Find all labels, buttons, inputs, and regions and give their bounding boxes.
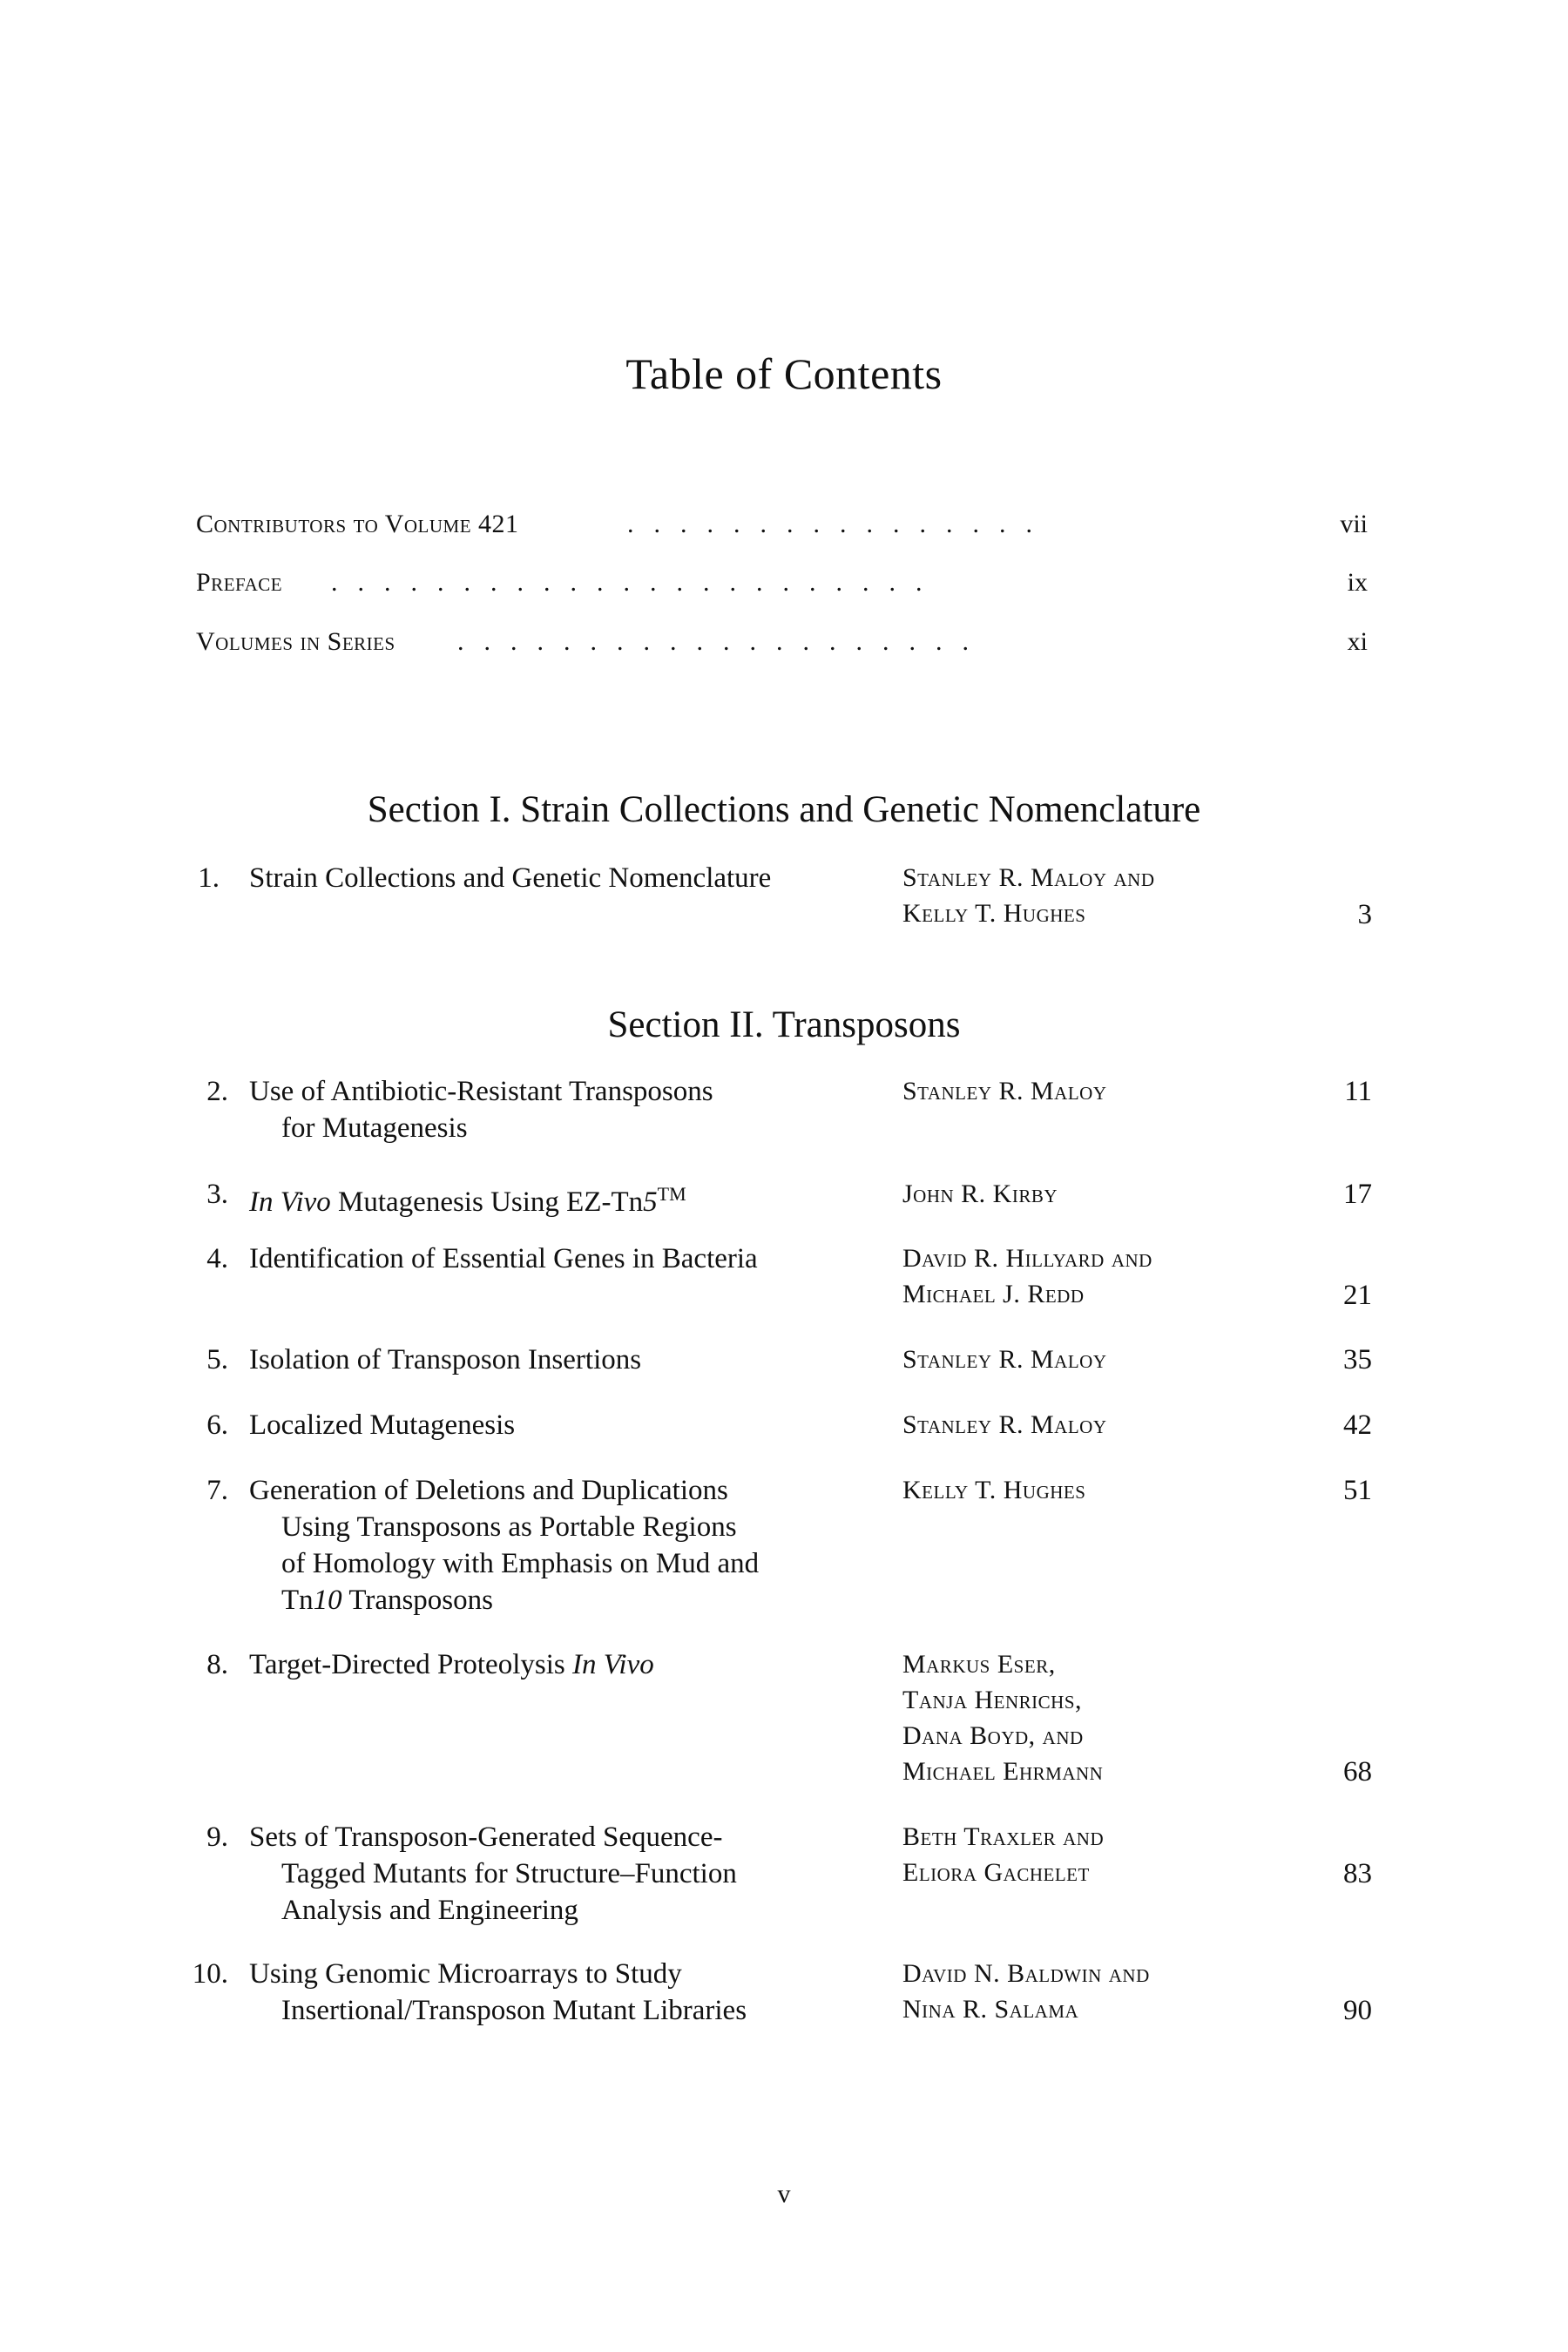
front-matter-page: vii (1340, 510, 1368, 538)
chapter-number: 3. (206, 1179, 228, 1210)
chapter-authors: David N. Baldwin and Nina R. Salama (902, 1959, 1150, 2024)
chapter-title: Identification of Essential Genes in Bacteria (249, 1243, 758, 1274)
section-heading: Section I. Strain Collections and Genetic Nomenclature (367, 789, 1201, 830)
chapter-page: 90 (1343, 1995, 1372, 2026)
chapter-page: 11 (1344, 1076, 1372, 1107)
chapter-number: 2. (206, 1076, 228, 1107)
chapter-page: 17 (1343, 1179, 1372, 1210)
chapter-page: 3 (1357, 899, 1372, 930)
dot-leader: .................... (457, 627, 989, 656)
dot-leader: ................ (627, 510, 1052, 538)
chapter-title: Using Genomic Microarrays to Study Insertional/Transposon Mutant Libraries (249, 1958, 747, 2026)
chapter-authors: Stanley R. Maloy (902, 1077, 1107, 1105)
chapter-authors: Stanley R. Maloy (902, 1410, 1107, 1439)
front-matter-label: Volumes in Series (196, 627, 395, 656)
page-number: v (777, 2180, 791, 2208)
front-matter-page: ix (1347, 568, 1368, 597)
chapter-title (249, 1176, 876, 1220)
chapter-title: Strain Collections and Genetic Nomenclature (249, 862, 772, 894)
chapter-number: 7. (206, 1475, 228, 1506)
chapter-authors: Kelly T. Hughes (902, 1476, 1086, 1504)
chapter-number: 5. (206, 1344, 228, 1375)
page-title: Table of Contents (625, 349, 943, 398)
chapter-page: 51 (1343, 1475, 1372, 1506)
front-matter-label: Preface (196, 568, 283, 597)
chapter-number: 10. (192, 1958, 228, 1990)
front-matter-label: Contributors to Volume 421 (196, 510, 519, 538)
front-matter-volumes (196, 627, 1368, 671)
chapter-title: Isolation of Transposon Insertions (249, 1344, 642, 1375)
front-matter-page: xi (1347, 627, 1368, 656)
chapter-title: Generation of Deletions and Duplications Using Transposons as Portable Regions of Homology with Emphasis on Mud and Tn10 Transposons (249, 1472, 876, 1619)
section-heading: Section II. Transposons (607, 1004, 961, 1045)
chapter-page: 21 (1343, 1280, 1372, 1311)
chapter-number: 4. (206, 1243, 228, 1274)
chapter-number: 9. (206, 1821, 228, 1853)
chapter-authors: John R. Kirby (902, 1179, 1058, 1208)
chapter-authors: Stanley R. Maloy and Kelly T. Hughes (902, 863, 1155, 928)
chapter-title (249, 1646, 876, 1683)
chapter-number: 8. (206, 1649, 228, 1680)
chapter-page: 68 (1343, 1756, 1372, 1788)
chapter-page: 42 (1343, 1409, 1372, 1441)
chapter-title: Use of Antibiotic-Resistant Transposons for Mutagenesis (249, 1076, 713, 1144)
dot-leader: ....................... (331, 568, 943, 597)
chapter-page: 83 (1343, 1858, 1372, 1889)
chapter-authors: Markus Eser, Tanja Henrichs, Dana Boyd, and Michael Ehrmann (902, 1650, 1104, 1786)
chapter-authors: Beth Traxler and Eliora Gachelet (902, 1822, 1105, 1887)
chapter-authors: David R. Hillyard and Michael J. Redd (902, 1244, 1152, 1308)
front-matter-preface (196, 568, 1368, 612)
chapter-authors: Stanley R. Maloy (902, 1345, 1107, 1374)
chapter-number: 1. (198, 862, 220, 894)
chapter-number: 6. (206, 1409, 228, 1441)
front-matter-contributors (196, 510, 1368, 553)
chapter-title: Localized Mutagenesis (249, 1409, 516, 1441)
chapter-page: 35 (1343, 1344, 1372, 1375)
chapter-title-rich-invivo: Target-Directed Proteolysis In Vivo (249, 1649, 654, 1680)
chapter-title: Sets of Transposon-Generated Sequence- Tagged Mutants for Structure–Function Analysis and Engineering (249, 1821, 737, 1926)
chapter-title-rich-tn10: Tn10 Transposons (281, 1585, 493, 1616)
chapter-title-rich: In Vivo Mutagenesis Using EZ-Tn5™ (249, 1183, 686, 1218)
